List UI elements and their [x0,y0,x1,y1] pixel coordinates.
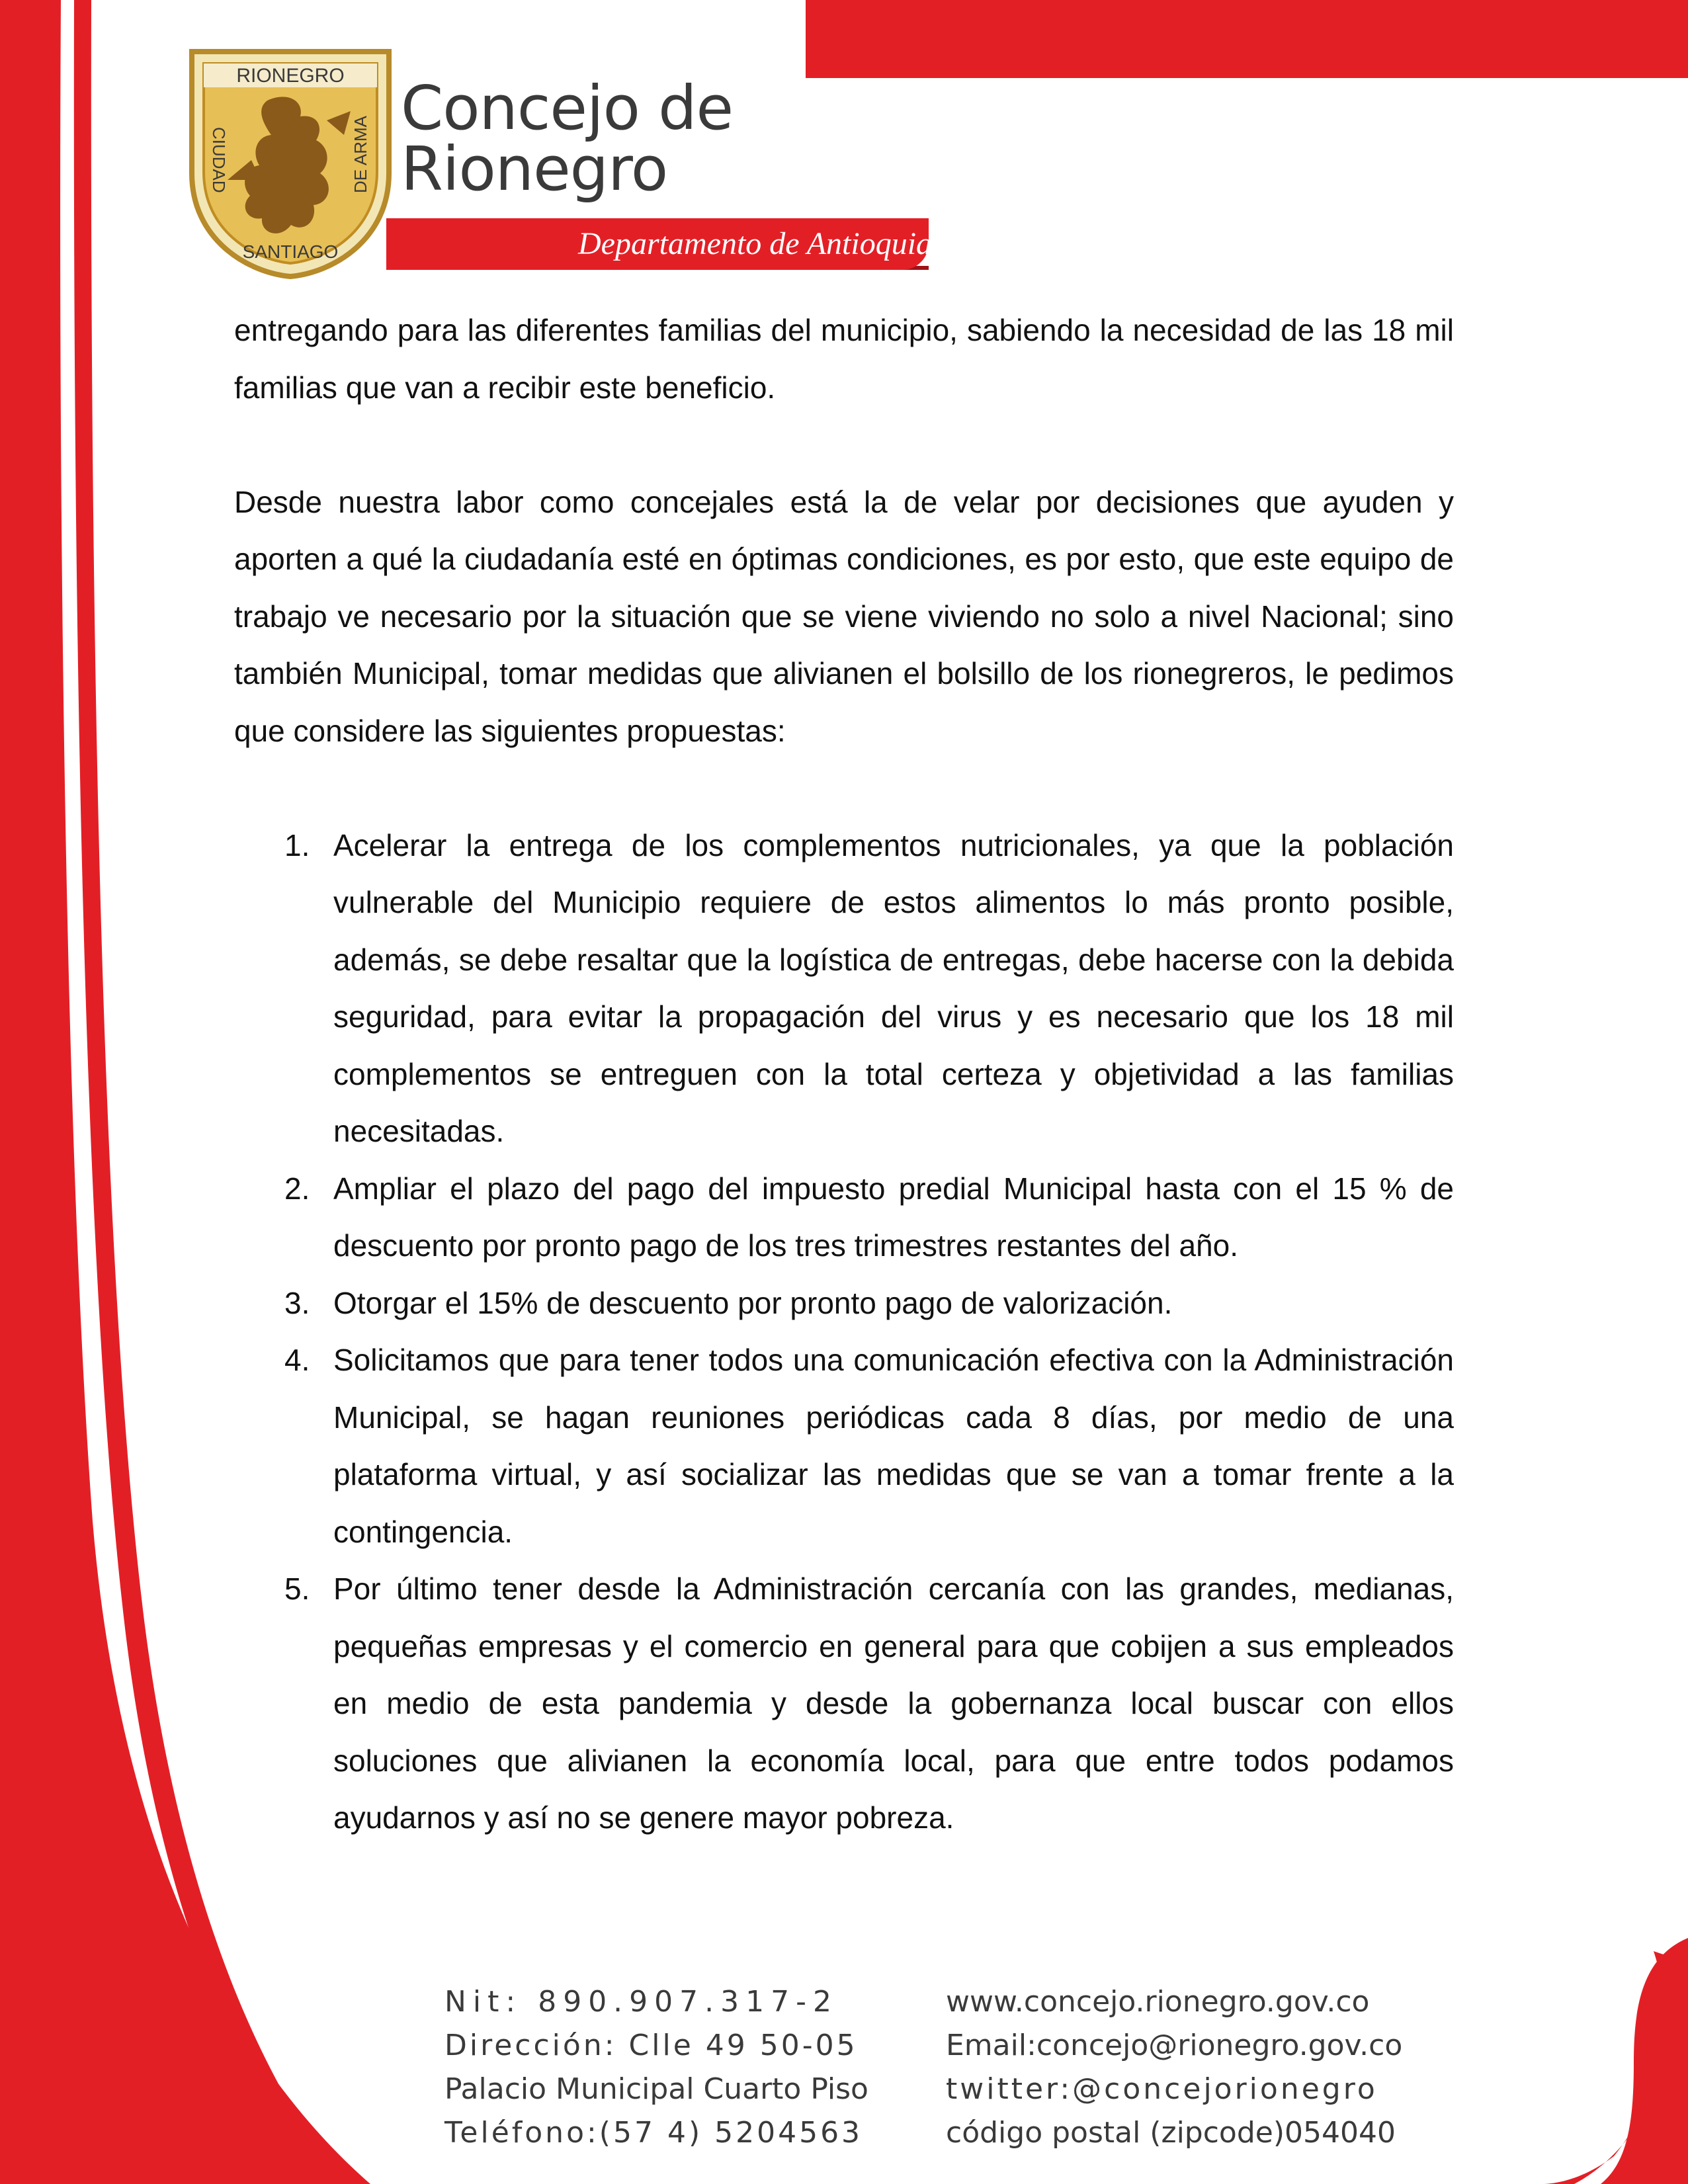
footer-nit: Nit: 890.907.317-2 [444,1985,838,2019]
list-item [234,1560,1454,1847]
footer-contact-left [444,1980,881,2155]
list-text: Solicitamos que para tener todos una comunicación efectiva con la Administración Municipal, se hagan reuniones periódicas cada 8 días, por medio de una plataforma virtual, y así socializar las medidas que se van a tomar frente a la contingencia. [333,1343,1454,1549]
list-item [234,817,1454,1160]
list-text: Ampliar el plazo del pago del impuesto predial Municipal hasta con el 15 % de descuento por pronto pago de los tres trimestres restantes del año. [333,1171,1454,1263]
footer-zip: código postal (zipcode)054040 [946,2116,1396,2150]
brand-title-line2: Rionegro [401,134,668,204]
list-item [234,1160,1454,1275]
coat-of-arms-seal [188,48,393,279]
top-right-band [806,0,1688,78]
footer-palace: Palacio Municipal Cuarto Piso [444,2072,868,2106]
list-number: 4. [284,1343,310,1377]
brand-title-line1: Concejo de [401,73,734,144]
paragraph-intro: entregando para las diferentes familias del municipio, sabiendo la necesidad de las 18 mil familias que van a recibir este beneficio. [234,313,1454,405]
letter-body [234,302,1454,1847]
seal-right-text: DE ARMA [351,115,370,193]
list-item [234,1275,1454,1332]
list-number: 2. [284,1171,310,1206]
department-banner: Departamento de Antioquia [386,218,929,270]
footer-address: Dirección: Clle 49 50-05 [444,2029,858,2062]
bottom-right-swoosh [1601,1938,1688,2184]
list-number: 3. [284,1285,310,1320]
footer-phone: Teléfono:(57 4) 5204563 [444,2116,863,2150]
list-item [234,1331,1454,1560]
list-text: Por último tener desde la Administración cercanía con las grandes, medianas, pequeñas empresas y el comercio en general para que cobijen a sus empleados en medio de esta pandemia y desde la gobernanza local buscar con ellos soluciones que alivianen la economía local, para que entre todos podamos ayudarnos y así no se genere mayor pobreza. [333,1572,1454,1835]
seal-bottom-text: SANTIAGO [242,241,339,262]
list-number: 1. [284,827,310,862]
list-number: 5. [284,1572,310,1606]
footer-contact-right [946,1980,1422,2155]
proposal-list [234,817,1454,1847]
list-text: Acelerar la entrega de los complementos nutricionales, ya que la población vulnerable del Municipio requiere de estos alimentos lo más pronto posible, además, se debe resaltar que la logística de entregas, debe hacerse con la debida seguridad, para evitar la propagación del virus y es necesario que los 18 mil complementos se entreguen con la total certeza y objetividad a las familias necesitadas. [333,827,1454,1148]
footer-twitter[interactable]: twitter:@concejorionegro [946,2072,1378,2106]
list-text: Otorgar el 15% de descuento por pronto pago de valorización. [333,1285,1173,1320]
footer-website[interactable]: www.concejo.rionegro.gov.co [946,1985,1370,2019]
seal-top-text: RIONEGRO [236,65,345,87]
footer-email[interactable]: Email:concejo@rionegro.gov.co [946,2029,1403,2062]
header-logo [188,48,933,279]
seal-left-text: CIUDAD [209,127,229,193]
paragraph-main: Desde nuestra labor como concejales está la de velar por decisiones que ayuden y aporten a qué la ciudadanía esté en óptimas condiciones, es por esto, que este equipo de trabajo ve necesario por la situación que se viene viviendo no solo a nivel Nacional; sino también Municipal, tomar medidas que alivianen el bolsillo de los rionegreros, le pedimos que considere las siguientes propuestas: [234,484,1454,748]
